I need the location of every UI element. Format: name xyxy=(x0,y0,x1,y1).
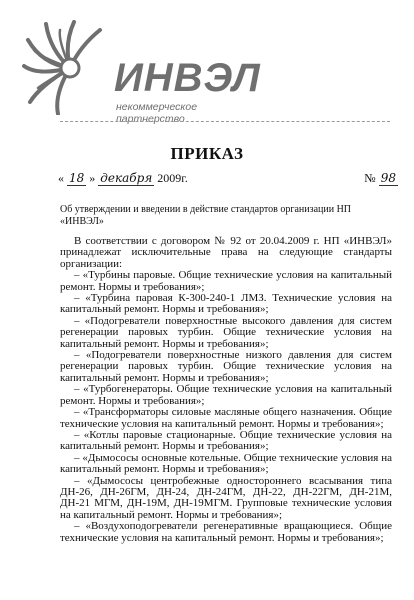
paragraph: – «Воздухоподогреватели регенеративные вращающиеся. Общие технические условия на капитальный ремонт. Нормы и требования»; xyxy=(60,520,392,544)
number-value: 98 xyxy=(380,171,396,185)
number-label: № xyxy=(364,171,376,185)
logo-subtitle: некоммерческое партнерство xyxy=(116,101,198,125)
logo xyxy=(22,20,262,125)
sun-swirl-icon xyxy=(22,20,122,115)
document-subject: Об утверждении и введении в действие стандартов организации НП «ИНВЭЛ» xyxy=(60,204,352,227)
paragraph: – «Дымососы центробежные одностороннего всасывания типа ДН-26, ДН-26ГМ, ДН-24, ДН-24ГМ, ДН-22, ДН-22ГМ, ДН-21М, ДН-21 МГМ, ДН-19М, ДН-19МГМ. Групповые технические условия на капитальный ремонт. Нормы и требования»; xyxy=(60,474,392,521)
header-divider xyxy=(60,121,390,122)
date-line xyxy=(58,171,398,189)
date-day: 18 xyxy=(69,171,85,185)
document-title: ПРИКАЗ xyxy=(170,144,244,163)
date-year: 2009г. xyxy=(157,171,188,185)
document-body xyxy=(60,236,392,544)
date-open-quote: « xyxy=(58,171,64,185)
document-date xyxy=(58,171,188,186)
paragraph: – «Турбогенераторы. Общие технические условия на капитальный ремонт. Нормы и требования»; xyxy=(60,383,392,407)
paragraph: – «Котлы паровые стационарные. Общие технические условия на капитальный ремонт. Нормы и требования»; xyxy=(60,428,392,453)
paragraph: – «Подогреватели поверхностные низкого давления для систем регенерации паровых турбин. Общие технические условия на капитальный ремонт. Нормы и требования»; xyxy=(60,349,392,384)
paragraph: – «Подогреватели поверхностные высокого давления для систем регенерации паровых турбин. Общие технические условия на капитальный ремонт. Нормы и требования»; xyxy=(60,314,392,350)
date-close-quote: » xyxy=(89,171,96,185)
paragraph: В соответствии с договором № 92 от 20.04.2009 г. НП «ИНВЭЛ» принадлежат исключительные права на следующие стандарты организации: xyxy=(60,235,392,270)
paragraph: – «Турбины паровые. Общие технические условия на капитальный ремонт. Нормы и требования»; xyxy=(60,269,392,293)
date-month: декабря xyxy=(100,171,153,185)
paragraph: – «Трансформаторы силовые масляные общего назначения. Общие технические условия на капитальный ремонт. Нормы и требования»; xyxy=(60,406,392,430)
paragraph: – «Дымососы основные котельные. Общие технические условия на капитальный ремонт. Нормы и требования»; xyxy=(60,451,392,476)
document-number xyxy=(364,171,398,186)
logo-name: ИНВЭЛ xyxy=(114,56,261,100)
paragraph: – «Турбина паровая К-300-240-1 ЛМЗ. Технические условия на капитальный ремонт. Нормы и требования»; xyxy=(60,292,392,316)
